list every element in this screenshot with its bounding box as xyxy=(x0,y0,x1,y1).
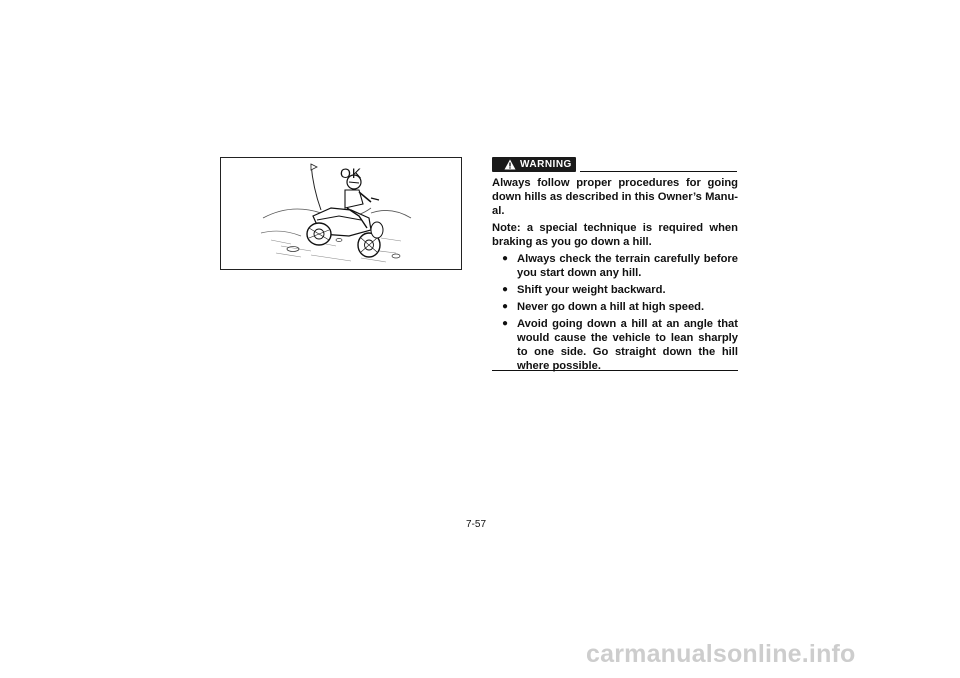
page-number: 7-57 xyxy=(466,519,487,530)
list-item xyxy=(492,300,738,314)
list-item xyxy=(492,283,738,297)
bullet-icon: ● xyxy=(502,318,509,329)
warning-intro: Always follow proper procedures for going down hills as described in this Owner’s Manu-al. xyxy=(492,177,738,217)
list-item xyxy=(492,252,738,280)
list-item-text: Never go down a hill at high speed. xyxy=(517,301,705,313)
warning-list xyxy=(492,252,738,373)
warning-header-rule xyxy=(580,171,737,172)
warning-body xyxy=(492,176,738,376)
list-item xyxy=(492,317,738,373)
bullet-icon: ● xyxy=(502,253,509,264)
warning-badge xyxy=(492,157,576,172)
list-item-text: Always check the terrain carefully before you start down any hill. xyxy=(517,253,738,279)
watermark: carmanualsonline.info xyxy=(586,640,856,668)
list-item-text: Shift your weight backward. xyxy=(517,284,666,296)
warning-bottom-rule xyxy=(492,370,738,371)
warning-note: Note: a special technique is required when braking as you go down a hill. xyxy=(492,222,738,248)
bullet-icon: ● xyxy=(502,284,509,295)
warning-badge-label: WARNING xyxy=(520,159,572,170)
figure-ok-label: OK xyxy=(340,165,363,181)
warning-triangle-icon xyxy=(504,159,516,170)
list-item-text: Avoid going down a hill at an angle that would cause the vehicle to lean sharply to one side. Go straight down the hill where possible. xyxy=(517,318,738,372)
warning-header xyxy=(492,157,737,175)
bullet-icon: ● xyxy=(502,301,509,312)
